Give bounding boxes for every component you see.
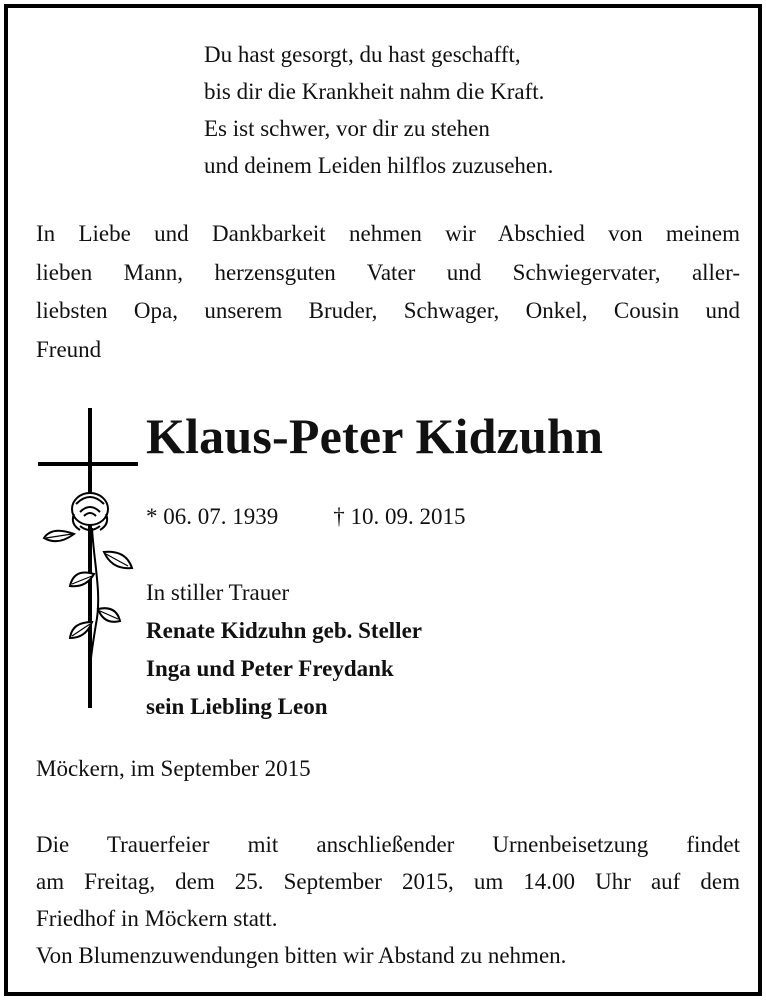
poem-line: Es ist schwer, vor dir zu stehen [204, 116, 490, 141]
mourner-name: sein Liebling Leon [146, 694, 328, 719]
mourners-block [146, 574, 422, 726]
funeral-info-line: Friedhof in Möckern statt. [36, 906, 278, 931]
cross-with-rose-icon [36, 404, 146, 714]
poem-line: bis dir die Krankheit nahm die Kraft. [204, 79, 545, 104]
farewell-line: lieben Mann, herzensguten Vater und Schwiegervater, aller- [36, 259, 740, 285]
deceased-name: Klaus-Peter Kidzuhn [146, 408, 604, 464]
obituary-notice [4, 4, 762, 996]
funeral-info [36, 826, 740, 974]
mourners-intro: In stiller Trauer [146, 580, 290, 605]
mourner-name: Renate Kidzuhn geb. Steller [146, 618, 422, 643]
farewell-line: Freund [36, 336, 102, 362]
poem-line: und deinem Leiden hilflos zuzusehen. [204, 153, 554, 178]
birth-date: * 06. 07. 1939 [146, 504, 279, 529]
funeral-info-line: Die Trauerfeier mit anschließender Urnenbeisetzung findet [36, 832, 740, 857]
memorial-poem [204, 36, 724, 184]
funeral-info-line: am Freitag, dem 25. September 2015, um 14.00 Uhr auf dem [36, 869, 740, 894]
life-dates [146, 504, 466, 530]
farewell-text [36, 215, 740, 369]
death-date: † 10. 09. 2015 [333, 504, 466, 529]
mourner-name: Inga und Peter Freydank [146, 656, 394, 681]
funeral-info-line: Von Blumenzuwendungen bitten wir Abstand zu nehmen. [36, 943, 567, 968]
place-and-date: Möckern, im September 2015 [36, 756, 311, 781]
poem-line: Du hast gesorgt, du hast geschafft, [204, 42, 521, 67]
farewell-line: liebsten Opa, unserem Bruder, Schwager, Onkel, Cousin und [36, 298, 740, 323]
farewell-line: In Liebe und Dankbarkeit nehmen wir Abschied von meinem [36, 221, 740, 246]
